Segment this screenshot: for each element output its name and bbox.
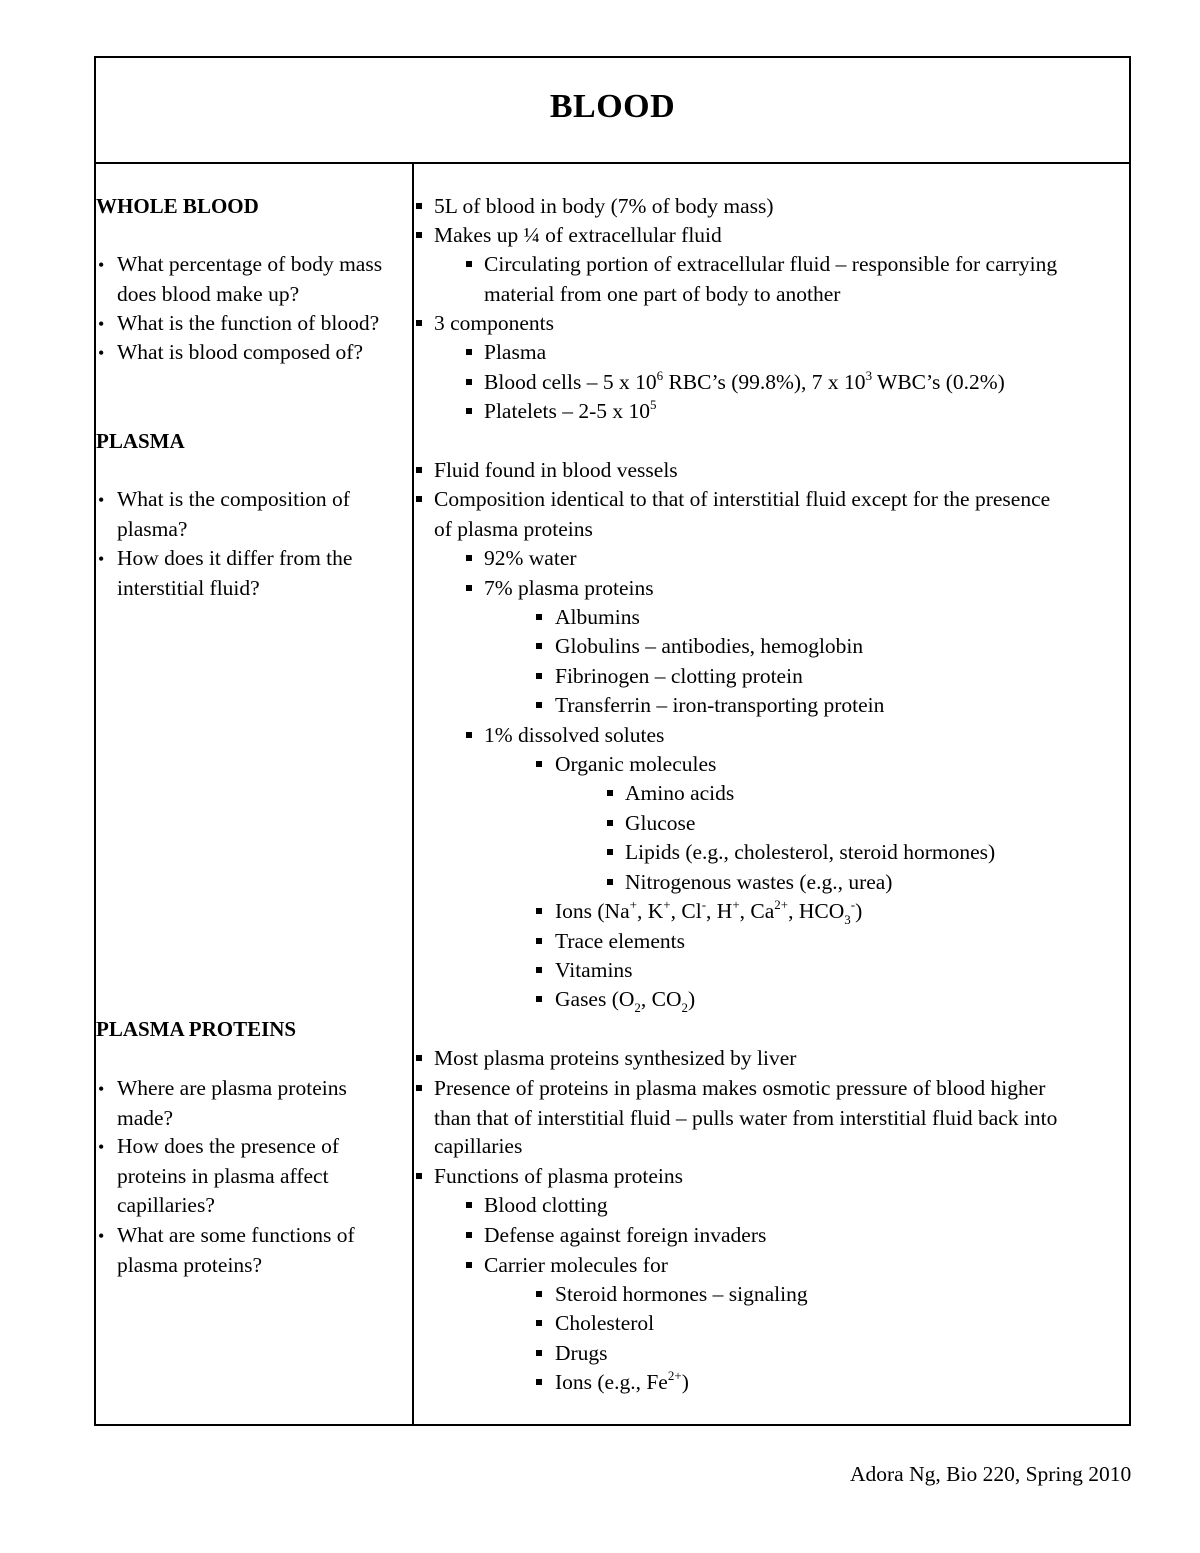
note-text: Vitamins	[555, 958, 633, 982]
title-row	[96, 58, 1129, 164]
square-bullet-icon	[536, 673, 542, 679]
note-text: Most plasma proteins synthesized by liver	[434, 1046, 797, 1070]
note-text: 5L of blood in body (7% of body mass)	[434, 194, 774, 218]
note-text: Cholesterol	[555, 1311, 655, 1335]
note-text: 1% dissolved solutes	[484, 723, 665, 747]
square-bullet-icon	[536, 1350, 542, 1356]
square-bullet-icon	[466, 585, 472, 591]
note-platelets: Platelets – 2-5 x $10^5$	[484, 397, 657, 423]
heading-plasma-proteins: PLASMA PROTEINS	[96, 1017, 297, 1041]
bullet-icon: •	[98, 549, 105, 569]
note-text: of plasma proteins	[434, 517, 593, 541]
question-text: What is the composition of	[117, 487, 350, 511]
square-bullet-icon	[536, 643, 542, 649]
square-bullet-icon	[536, 702, 542, 708]
note-blood-cells: Blood cells – 5 x $10^6$ RBC’s (99.8%), 7 x $10^3$ WBC’s (0.2%)	[484, 368, 1005, 394]
note-text: Amino acids	[625, 781, 735, 805]
square-bullet-icon	[466, 379, 472, 385]
question-text: plasma?	[117, 517, 188, 541]
note-text: Fluid found in blood vessels	[434, 458, 678, 482]
square-bullet-icon	[536, 614, 542, 620]
square-bullet-icon	[536, 938, 542, 944]
square-bullet-icon	[607, 849, 613, 855]
square-bullet-icon	[536, 1320, 542, 1326]
question-text: plasma proteins?	[117, 1253, 263, 1277]
note-text: 92% water	[484, 546, 577, 570]
square-bullet-icon	[416, 203, 422, 209]
note-text: 3 components	[434, 311, 555, 335]
square-bullet-icon	[536, 996, 542, 1002]
note-text: Organic molecules	[555, 752, 717, 776]
square-bullet-icon	[466, 1232, 472, 1238]
footer-credit: Adora Ng, Bio 220, Spring 2010	[850, 1462, 1132, 1486]
note-text: Nitrogenous wastes (e.g., urea)	[625, 870, 893, 894]
note-text: Blood clotting	[484, 1193, 608, 1217]
square-bullet-icon	[466, 1262, 472, 1268]
square-bullet-icon	[466, 261, 472, 267]
square-bullet-icon	[416, 232, 422, 238]
question-text: What is the function of blood?	[117, 311, 380, 335]
square-bullet-icon	[466, 732, 472, 738]
note-text: Circulating portion of extracellular fluid – responsible for carrying	[484, 252, 1058, 276]
note-text: Fibrinogen – clotting protein	[555, 664, 803, 688]
note-text: Functions of plasma proteins	[434, 1164, 684, 1188]
question-text: How does it differ from the	[117, 546, 353, 570]
note-text: Carrier molecules for	[484, 1253, 668, 1277]
square-bullet-icon	[466, 408, 472, 414]
note-gases: Gases (O2, CO2)	[555, 987, 696, 1015]
note-text: Makes up ¼ of extracellular fluid	[434, 223, 722, 247]
square-bullet-icon	[416, 467, 422, 473]
question-text: Where are plasma proteins	[117, 1076, 347, 1100]
heading-whole-blood: WHOLE BLOOD	[96, 194, 259, 218]
square-bullet-icon	[536, 967, 542, 973]
square-bullet-icon	[607, 820, 613, 826]
square-bullet-icon	[416, 320, 422, 326]
square-bullet-icon	[607, 879, 613, 885]
note-text: Lipids (e.g., cholesterol, steroid hormones)	[625, 840, 996, 864]
page-title: BLOOD	[549, 88, 676, 125]
note-text: Globulins – antibodies, hemoglobin	[555, 634, 864, 658]
bullet-icon: •	[98, 343, 105, 363]
column-divider	[412, 162, 414, 1424]
note-text: Composition identical to that of interstitial fluid except for the presence	[434, 487, 1051, 511]
square-bullet-icon	[416, 1055, 422, 1061]
note-text: Defense against foreign invaders	[484, 1223, 767, 1247]
square-bullet-icon	[536, 908, 542, 914]
question-text: capillaries?	[117, 1193, 215, 1217]
square-bullet-icon	[536, 1291, 542, 1297]
note-text: capillaries	[434, 1134, 523, 1158]
bullet-icon: •	[98, 314, 105, 334]
square-bullet-icon	[416, 1085, 422, 1091]
heading-plasma: PLASMA	[96, 429, 185, 453]
note-text: Albumins	[555, 605, 640, 629]
note-text: Drugs	[555, 1341, 608, 1365]
square-bullet-icon	[536, 1379, 542, 1385]
square-bullet-icon	[607, 790, 613, 796]
question-text: proteins in plasma affect	[117, 1164, 329, 1188]
note-text: Steroid hormones – signaling	[555, 1282, 808, 1306]
square-bullet-icon	[416, 496, 422, 502]
question-text: What are some functions of	[117, 1223, 355, 1247]
square-bullet-icon	[416, 1173, 422, 1179]
question-text: does blood make up?	[117, 282, 300, 306]
note-text: Transferrin – iron-transporting protein	[555, 693, 885, 717]
note-text: than that of interstitial fluid – pulls water from interstitial fluid back into	[434, 1106, 1058, 1130]
question-text: What is blood composed of?	[117, 340, 364, 364]
square-bullet-icon	[466, 555, 472, 561]
bullet-icon: •	[98, 1137, 105, 1157]
square-bullet-icon	[466, 349, 472, 355]
square-bullet-icon	[466, 1202, 472, 1208]
note-text: Plasma	[484, 340, 547, 364]
note-text: 7% plasma proteins	[484, 576, 654, 600]
note-text: Presence of proteins in plasma makes osmotic pressure of blood higher	[434, 1076, 1046, 1100]
question-text: How does the presence of	[117, 1134, 340, 1158]
bullet-icon: •	[98, 255, 105, 275]
note-text: material from one part of body to another	[484, 282, 841, 306]
bullet-icon: •	[98, 1226, 105, 1246]
question-text: made?	[117, 1106, 174, 1130]
note-text: Trace elements	[555, 929, 685, 953]
note-text: Glucose	[625, 811, 696, 835]
bullet-icon: •	[98, 490, 105, 510]
note-ions: Ions (Na+, K+, Cl-, H+, $Ca^{2+}$, HCO3-)	[555, 897, 863, 927]
square-bullet-icon	[536, 761, 542, 767]
question-text: What percentage of body mass	[117, 252, 383, 276]
question-text: interstitial fluid?	[117, 576, 260, 600]
bullet-icon: •	[98, 1079, 105, 1099]
note-ions-fe: Ions (e.g., $Fe^{2+}$)	[555, 1368, 689, 1394]
